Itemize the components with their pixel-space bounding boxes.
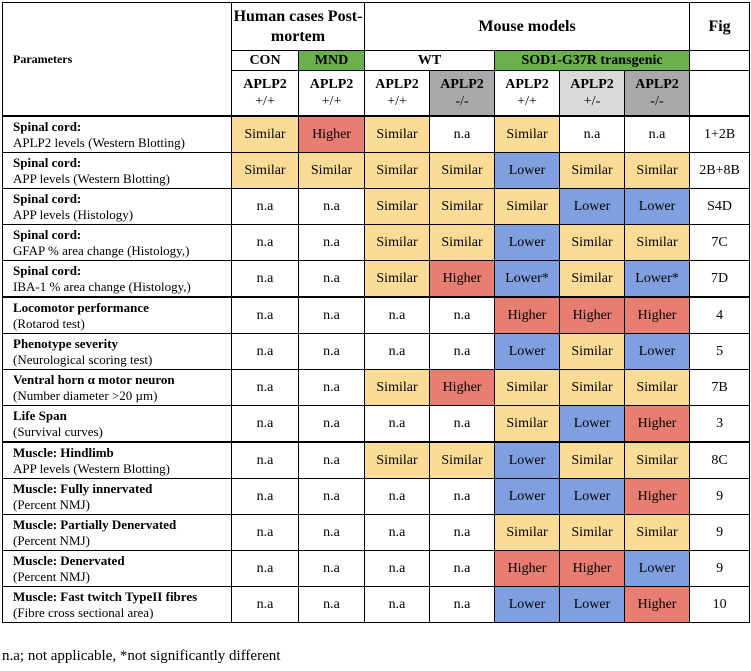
result-cell: n.a xyxy=(299,370,365,406)
result-cell: Higher xyxy=(495,297,560,334)
fig-cell: 7D xyxy=(690,261,750,298)
result-cell: n.a xyxy=(299,515,365,551)
result-cell: Similar xyxy=(365,153,430,189)
result-cell: Higher xyxy=(430,370,495,406)
genotype-value: +/+ xyxy=(255,94,275,109)
parameter-cell xyxy=(3,442,232,479)
result-cell: n.a xyxy=(430,551,495,587)
parameter-title: Spinal cord: xyxy=(13,154,82,170)
parameter-title: Life Span xyxy=(13,407,67,423)
result-cell: Lower xyxy=(625,189,690,225)
result-cell: Lower xyxy=(560,587,625,623)
parameter-cell xyxy=(3,587,232,623)
result-cell: Similar xyxy=(365,116,430,153)
result-cell: Similar xyxy=(365,261,430,298)
parameter-title: Ventral horn α motor neuron xyxy=(13,371,175,387)
fig-cell: 3 xyxy=(690,406,750,443)
table-row xyxy=(3,153,750,189)
result-cell: Similar xyxy=(299,153,365,189)
fig-cell: 2B+8B xyxy=(690,153,750,189)
result-cell: n.a xyxy=(299,189,365,225)
result-cell: Similar xyxy=(365,370,430,406)
result-cell: Higher xyxy=(625,406,690,443)
result-cell: n.a xyxy=(232,225,299,261)
result-cell: Lower xyxy=(495,479,560,515)
result-cell: Similar xyxy=(625,153,690,189)
parameter-cell xyxy=(3,261,232,298)
result-cell: n.a xyxy=(232,334,299,370)
result-cell: Similar xyxy=(560,515,625,551)
parameter-cell xyxy=(3,515,232,551)
result-cell: Lower xyxy=(560,189,625,225)
genotype-value: +/+ xyxy=(387,94,407,109)
result-cell: Similar xyxy=(365,442,430,479)
result-cell: Similar xyxy=(560,261,625,298)
parameter-cell xyxy=(3,370,232,406)
fig-cell: 9 xyxy=(690,515,750,551)
result-cell: Similar xyxy=(560,334,625,370)
result-cell: n.a xyxy=(232,442,299,479)
parameter-method: APP levels (Western Blotting) xyxy=(13,170,170,186)
parameter-method: APP levels (Western Blotting) xyxy=(13,460,170,476)
fig-cell: 5 xyxy=(690,334,750,370)
result-cell: n.a xyxy=(232,587,299,623)
fig-cell: 4 xyxy=(690,297,750,334)
result-cell: Similar xyxy=(430,189,495,225)
parameter-title: Muscle: Fast twitch TypeII fibres xyxy=(13,588,198,604)
parameter-method: APP levels (Histology) xyxy=(13,206,134,222)
parameter-cell xyxy=(3,551,232,587)
fig-cell: 9 xyxy=(690,479,750,515)
parameters-header: Parameters xyxy=(3,3,232,117)
parameter-method: IBA-1 % area change (Histology,) xyxy=(13,278,191,294)
parameter-cell xyxy=(3,225,232,261)
parameter-title: Spinal cord: xyxy=(13,190,82,206)
parameter-method: (Survival curves) xyxy=(13,423,103,439)
fig-header: Fig xyxy=(690,3,750,51)
fig-cell: 7B xyxy=(690,370,750,406)
parameter-title: Muscle: Denervated xyxy=(13,552,125,568)
result-cell: Lower xyxy=(625,334,690,370)
result-cell: n.a xyxy=(232,551,299,587)
sod-header: SOD1-G37R transgenic xyxy=(495,51,690,71)
parameter-title: Locomotor performance xyxy=(13,299,149,315)
parameter-title: Muscle: Hindlimb xyxy=(13,444,114,460)
table-row xyxy=(3,116,750,153)
result-cell: n.a xyxy=(232,189,299,225)
mouse-header: Mouse models xyxy=(365,3,690,51)
result-cell: Similar xyxy=(430,153,495,189)
result-cell: Lower xyxy=(560,479,625,515)
result-cell: n.a xyxy=(365,515,430,551)
genotype-value: -/- xyxy=(455,94,469,109)
fig-header-blank xyxy=(690,51,750,71)
result-cell: n.a xyxy=(430,479,495,515)
result-cell: n.a xyxy=(232,261,299,298)
result-cell: n.a xyxy=(430,297,495,334)
result-cell: n.a xyxy=(560,116,625,153)
wt-header: WT xyxy=(365,51,495,71)
parameter-title: Spinal cord: xyxy=(13,118,82,134)
result-cell: Higher xyxy=(625,479,690,515)
result-cell: Similar xyxy=(625,225,690,261)
result-cell: Higher xyxy=(625,587,690,623)
parameter-cell xyxy=(3,334,232,370)
result-cell: n.a xyxy=(365,551,430,587)
result-cell: Similar xyxy=(560,225,625,261)
result-cell: Similar xyxy=(232,153,299,189)
table-row xyxy=(3,334,750,370)
parameter-method: GFAP % area change (Histology,) xyxy=(13,242,190,258)
result-cell: Similar xyxy=(495,515,560,551)
result-cell: Lower xyxy=(495,225,560,261)
result-cell: Similar xyxy=(430,225,495,261)
result-cell: n.a xyxy=(299,297,365,334)
parameter-cell xyxy=(3,406,232,443)
table-row xyxy=(3,261,750,298)
result-cell: n.a xyxy=(365,334,430,370)
result-cell: Similar xyxy=(495,116,560,153)
genotype-value: +/- xyxy=(583,94,601,109)
result-cell: n.a xyxy=(430,406,495,443)
result-cell: n.a xyxy=(232,370,299,406)
result-cell: Lower xyxy=(495,334,560,370)
table-row xyxy=(3,551,750,587)
genotype-header xyxy=(232,71,299,117)
result-cell: Lower xyxy=(495,153,560,189)
result-cell: Lower xyxy=(625,551,690,587)
mnd-header: MND xyxy=(299,51,365,71)
result-cell: Similar xyxy=(560,442,625,479)
result-cell: Similar xyxy=(495,189,560,225)
result-cell: Similar xyxy=(560,370,625,406)
genotype-gene: APLP2 xyxy=(440,77,484,92)
parameter-method: (Neurological scoring test) xyxy=(13,351,153,367)
parameter-title: Muscle: Partially Denervated xyxy=(13,516,177,532)
result-cell: n.a xyxy=(625,116,690,153)
human-header: Human cases Post-mortem xyxy=(232,3,365,51)
result-cell: n.a xyxy=(365,406,430,443)
result-cell: Similar xyxy=(625,515,690,551)
result-cell: n.a xyxy=(232,297,299,334)
result-cell: n.a xyxy=(299,334,365,370)
parameter-cell xyxy=(3,116,232,153)
result-cell: Similar xyxy=(495,370,560,406)
fig-cell: 7C xyxy=(690,225,750,261)
genotype-header xyxy=(495,71,560,117)
result-cell: n.a xyxy=(232,515,299,551)
parameter-method: (Rotarod test) xyxy=(13,315,85,331)
genotype-value: +/+ xyxy=(517,94,537,109)
result-cell: Lower xyxy=(560,406,625,443)
parameter-method: APLP2 levels (Western Blotting) xyxy=(13,134,185,150)
parameter-title: Muscle: Fully innervated xyxy=(13,480,153,496)
fig-cell: 8C xyxy=(690,442,750,479)
result-cell: Higher xyxy=(495,551,560,587)
table-row xyxy=(3,225,750,261)
result-cell: n.a xyxy=(299,406,365,443)
parameter-method: (Number diameter >20 µm) xyxy=(13,387,158,403)
genotype-header xyxy=(365,71,430,117)
genotype-gene: APLP2 xyxy=(243,77,287,92)
result-cell: n.a xyxy=(299,225,365,261)
result-cell: n.a xyxy=(365,297,430,334)
genotype-gene: APLP2 xyxy=(570,77,614,92)
result-cell: Higher xyxy=(299,116,365,153)
table-row xyxy=(3,406,750,443)
con-header: CON xyxy=(232,51,299,71)
result-cell: n.a xyxy=(299,479,365,515)
result-cell: n.a xyxy=(365,479,430,515)
result-cell: n.a xyxy=(365,587,430,623)
result-cell: n.a xyxy=(430,334,495,370)
table-row xyxy=(3,297,750,334)
result-cell: n.a xyxy=(430,587,495,623)
genotype-gene: APLP2 xyxy=(375,77,419,92)
genotype-header xyxy=(560,71,625,117)
result-cell: n.a xyxy=(232,406,299,443)
result-cell: Similar xyxy=(495,406,560,443)
footnote: n.a; not applicable, *not significantly different xyxy=(2,648,281,664)
parameter-method: (Percent NMJ) xyxy=(13,532,90,548)
result-cell: n.a xyxy=(299,442,365,479)
parameter-cell xyxy=(3,153,232,189)
fig-cell: 9 xyxy=(690,551,750,587)
table-row xyxy=(3,587,750,623)
table-row xyxy=(3,189,750,225)
table-row xyxy=(3,515,750,551)
result-cell: Higher xyxy=(560,297,625,334)
result-cell: Similar xyxy=(365,225,430,261)
result-cell: Lower* xyxy=(625,261,690,298)
result-cell: Similar xyxy=(365,189,430,225)
result-cell: Similar xyxy=(430,442,495,479)
genotype-gene: APLP2 xyxy=(635,77,679,92)
genotype-header xyxy=(299,71,365,117)
result-cell: Lower xyxy=(495,587,560,623)
parameter-cell xyxy=(3,479,232,515)
result-cell: Higher xyxy=(560,551,625,587)
fig-cell: 10 xyxy=(690,587,750,623)
result-cell: n.a xyxy=(299,551,365,587)
result-cell: n.a xyxy=(430,515,495,551)
result-cell: Higher xyxy=(625,297,690,334)
result-cell: n.a xyxy=(430,116,495,153)
parameter-title: Spinal cord: xyxy=(13,226,82,242)
genotype-value: -/- xyxy=(650,94,664,109)
parameter-method: (Fibre cross sectional area) xyxy=(13,604,154,620)
parameter-title: Spinal cord: xyxy=(13,262,82,278)
result-cell: Higher xyxy=(430,261,495,298)
result-cell: Lower xyxy=(495,442,560,479)
parameter-cell xyxy=(3,189,232,225)
result-cell: Similar xyxy=(625,442,690,479)
genotype-gene: APLP2 xyxy=(309,77,354,92)
result-cell: Similar xyxy=(232,116,299,153)
fig-cell: S4D xyxy=(690,189,750,225)
results-table xyxy=(2,2,750,623)
result-cell: n.a xyxy=(299,261,365,298)
parameter-title: Phenotype severity xyxy=(13,335,119,351)
genotype-value: +/+ xyxy=(321,94,342,109)
parameter-cell xyxy=(3,297,232,334)
table-row xyxy=(3,370,750,406)
result-cell: Lower* xyxy=(495,261,560,298)
result-cell: n.a xyxy=(232,479,299,515)
genotype-header xyxy=(430,71,495,117)
result-cell: Similar xyxy=(560,153,625,189)
parameter-method: (Percent NMJ) xyxy=(13,568,90,584)
result-cell: Similar xyxy=(625,370,690,406)
genotype-gene: APLP2 xyxy=(505,77,549,92)
parameter-method: (Percent NMJ) xyxy=(13,496,90,512)
genotype-header xyxy=(625,71,690,117)
fig-header-blank xyxy=(690,71,750,117)
table-row xyxy=(3,442,750,479)
table-row xyxy=(3,479,750,515)
fig-cell: 1+2B xyxy=(690,116,750,153)
result-cell: n.a xyxy=(299,587,365,623)
